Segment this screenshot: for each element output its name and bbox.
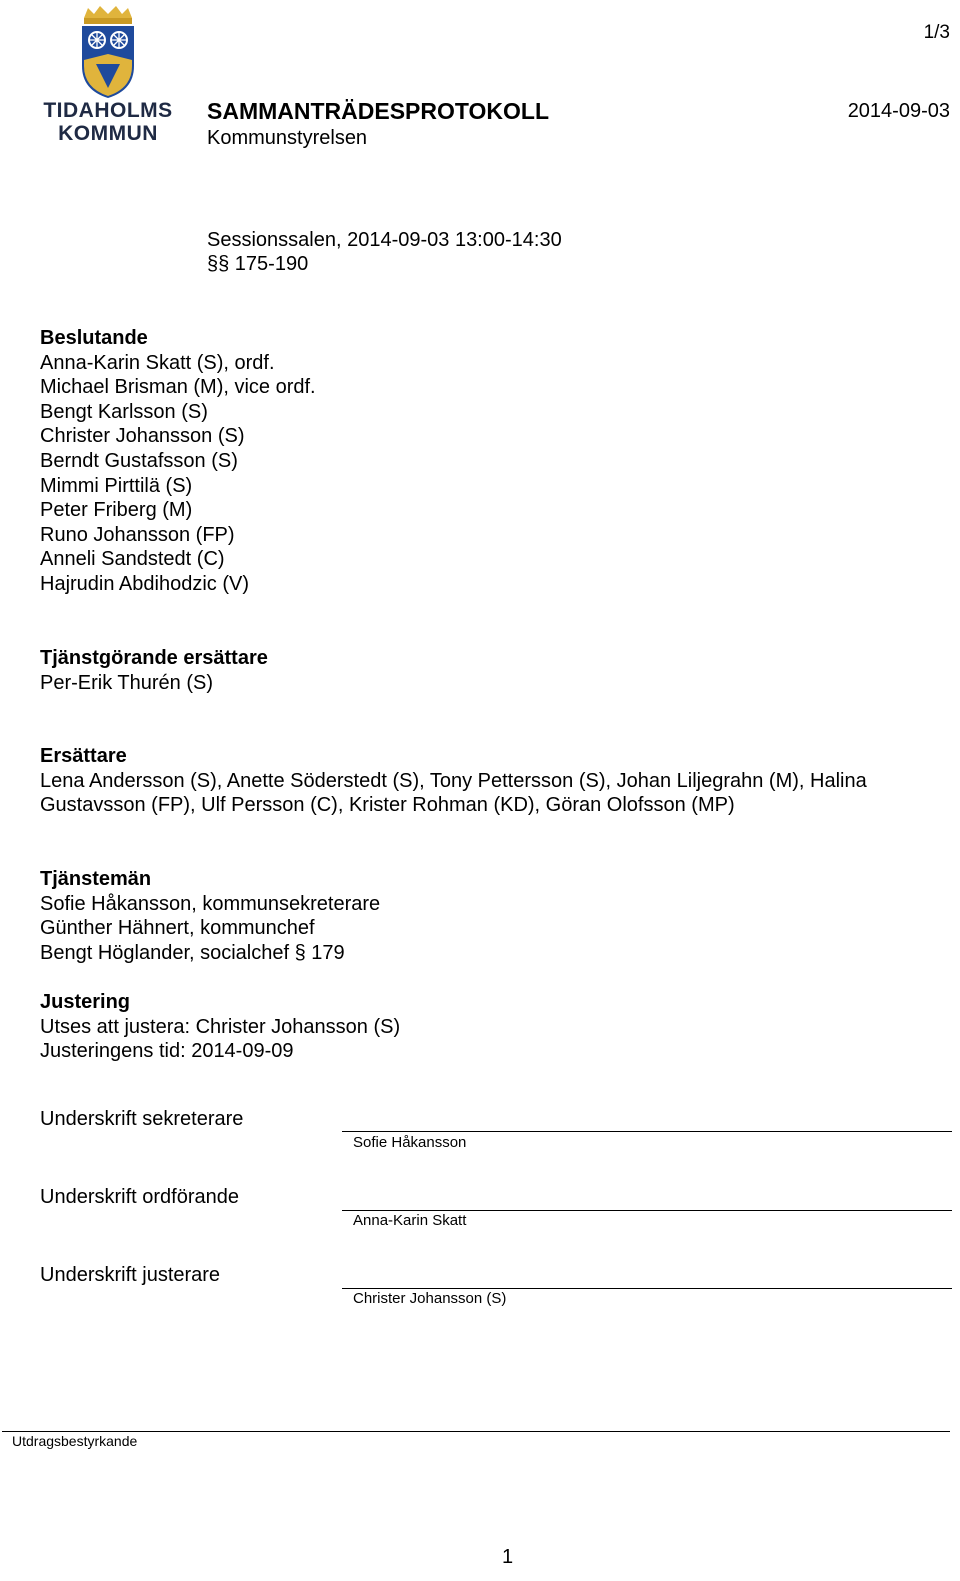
document-date: 2014-09-03 bbox=[847, 100, 950, 122]
organization-name: Kommunstyrelsen bbox=[207, 127, 368, 149]
logo-text-line1: TIDAHOLMS bbox=[43, 99, 173, 122]
member-line: Runo Johansson (FP) bbox=[40, 523, 235, 546]
coat-of-arms-icon bbox=[38, 4, 178, 100]
footer-label: Utdragsbestyrkande bbox=[12, 1433, 138, 1449]
ersattare-section bbox=[40, 744, 940, 818]
member-line: Anna-Karin Skatt (S), ordf. bbox=[40, 351, 275, 374]
official-line: Bengt Höglander, socialchef § 179 bbox=[40, 941, 345, 964]
member-line: Bengt Karlsson (S) bbox=[40, 400, 208, 423]
official-line: Sofie Håkansson, kommunsekreterare bbox=[40, 892, 381, 915]
member-line: Per-Erik Thurén (S) bbox=[40, 671, 214, 694]
signature-name-secretary: Sofie Håkansson bbox=[353, 1134, 467, 1151]
logo-text-line2: KOMMUN bbox=[58, 122, 158, 145]
document-title: SAMMANTRÄDESPROTOKOLL bbox=[207, 98, 550, 124]
member-line: Anneli Sandstedt (C) bbox=[40, 548, 225, 571]
footer-page-number: 1 bbox=[502, 1546, 514, 1568]
member-line: Mimmi Pirttilä (S) bbox=[40, 474, 193, 497]
member-line: Hajrudin Abdihodzic (V) bbox=[40, 572, 249, 595]
meeting-place-time: Sessionssalen, 2014-09-03 13:00-14:30 bbox=[207, 229, 562, 251]
ersattare-heading: Ersättare bbox=[40, 745, 127, 767]
beslutande-heading: Beslutande bbox=[40, 327, 148, 349]
signature-label-chair: Underskrift ordförande bbox=[40, 1186, 239, 1208]
member-line: Peter Friberg (M) bbox=[40, 499, 193, 522]
tjanstgorande-section bbox=[40, 646, 268, 695]
signature-label-secretary: Underskrift sekreterare bbox=[40, 1108, 244, 1130]
justering-heading: Justering bbox=[40, 991, 131, 1013]
signature-name-chair: Anna-Karin Skatt bbox=[353, 1212, 467, 1229]
justering-line: Justeringens tid: 2014-09-09 bbox=[40, 1040, 294, 1063]
tjanstemen-heading: Tjänstemän bbox=[40, 868, 152, 890]
tjanstemen-section bbox=[40, 867, 380, 965]
member-line: Berndt Gustafsson (S) bbox=[40, 449, 238, 472]
tjanstgorande-heading: Tjänstgörande ersättare bbox=[40, 647, 268, 669]
signature-line-secretary bbox=[342, 1131, 952, 1132]
member-line: Michael Brisman (M), vice ordf. bbox=[40, 376, 316, 399]
municipality-logo bbox=[38, 4, 178, 146]
footer-divider bbox=[2, 1431, 950, 1432]
justering-line: Utses att justera: Christer Johansson (S) bbox=[40, 1015, 401, 1038]
beslutande-section bbox=[40, 326, 316, 597]
signature-line-adjuster bbox=[342, 1288, 952, 1289]
signature-line-chair bbox=[342, 1210, 952, 1211]
ersattare-list: Lena Andersson (S), Anette Söderstedt (S), Tony Pettersson (S), Johan Liljegrahn (M), Halina Gustavsson (FP), Ulf Persson (C), Krister Rohman (KD), Göran Olofsson (MP) bbox=[40, 769, 867, 817]
member-line: Christer Johansson (S) bbox=[40, 425, 245, 448]
justering-section bbox=[40, 990, 400, 1064]
official-line: Günther Hähnert, kommunchef bbox=[40, 917, 315, 940]
signature-label-adjuster: Underskrift justerare bbox=[40, 1264, 221, 1286]
page-counter: 1/3 bbox=[923, 22, 950, 43]
paragraph-range: §§ 175-190 bbox=[207, 253, 309, 275]
signature-name-adjuster: Christer Johansson (S) bbox=[353, 1290, 507, 1307]
